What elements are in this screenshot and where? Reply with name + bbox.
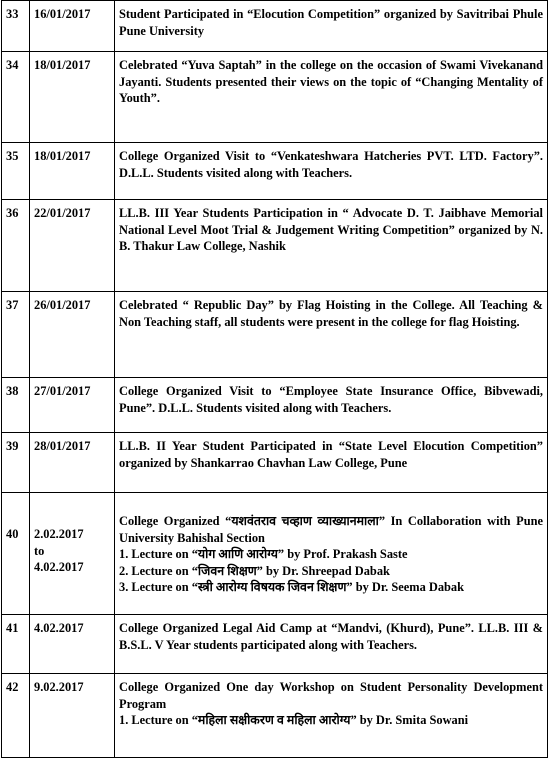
row-number: 33 xyxy=(2,1,30,52)
row-number: 40 xyxy=(2,493,30,615)
row-date: 26/01/2017 xyxy=(30,292,115,378)
table-row xyxy=(2,143,548,200)
row-description: Celebrated “Yuva Saptah” in the college on the occasion of Swami Vivekanand Jayanti. Students presented their views on the topic of “Changing Mentality of Youth”. xyxy=(115,52,548,143)
table-row xyxy=(2,292,548,378)
row-description: College Organized Visit to “Employee State Insurance Office, Bibvewadi, Pune”. D.L.L. Students visited along with Teachers. xyxy=(115,378,548,433)
row-number: 37 xyxy=(2,292,30,378)
row-number: 38 xyxy=(2,378,30,433)
table-row xyxy=(2,1,548,52)
row-date xyxy=(30,493,115,615)
events-table xyxy=(1,0,548,758)
row-date: 9.02.2017 xyxy=(30,674,115,758)
date-to: 4.02.2017 xyxy=(34,560,84,574)
row-description: LL.B. III Year Students Participation in “ Advocate D. T. Jaibhave Memorial National Level Moot Trial & Judgement Writing Competition” organized by N. B. Thakur Law College, Nashik xyxy=(115,200,548,292)
row-description: Celebrated “ Republic Day” by Flag Hoisting in the College. All Teaching & Non Teaching staff, all students were present in the college for flag Hoisting. xyxy=(115,292,548,378)
lecture-item: 1. Lecture on “योग आणि आरोग्य” by Prof. Prakash Saste xyxy=(119,547,408,561)
row-description: LL.B. II Year Student Participated in “State Level Elocution Competition” organized by Shankarrao Chavhan Law College, Pune xyxy=(115,433,548,493)
row-date: 16/01/2017 xyxy=(30,1,115,52)
table-row xyxy=(2,433,548,493)
lecture-item: 1. Lecture on “महिला सक्षीकरण व महिला आरोग्य” by Dr. Smita Sowani xyxy=(119,713,469,727)
row-date: 28/01/2017 xyxy=(30,433,115,493)
row-number: 39 xyxy=(2,433,30,493)
row-date: 18/01/2017 xyxy=(30,143,115,200)
row-date: 27/01/2017 xyxy=(30,378,115,433)
table-row xyxy=(2,615,548,674)
row-description xyxy=(115,493,548,615)
table-row xyxy=(2,493,548,615)
row-description: College Organized Legal Aid Camp at “Mandvi, (Khurd), Pune”. LL.B. III & B.S.L. V Year students participated along with Teachers. xyxy=(115,615,548,674)
row-date: 18/01/2017 xyxy=(30,52,115,143)
row-number: 41 xyxy=(2,615,30,674)
lecture-item: 2. Lecture on “जिवन शिक्षण” by Dr. Shreepad Dabak xyxy=(119,563,390,578)
row-date: 4.02.2017 xyxy=(30,615,115,674)
row-description-text: College Organized One day Workshop on Student Personality Development Program xyxy=(119,680,543,711)
lecture-item: 3. Lecture on “स्त्री आरोग्य विषयक जिवन शिक्षण” by Dr. Seema Dabak xyxy=(119,580,465,594)
date-from: 2.02.2017 xyxy=(34,527,84,541)
table-row xyxy=(2,674,548,758)
table-row xyxy=(2,52,548,143)
row-number: 34 xyxy=(2,52,30,143)
table-row xyxy=(2,200,548,292)
row-description: Student Participated in “Elocution Competition” organized by Savitribai Phule Pune University xyxy=(115,1,548,52)
row-description-text: College Organized “यशवंतराव चव्हाण व्याख्यानमाला” In Collaboration with Pune University Bahishal Section xyxy=(119,514,543,545)
row-number: 42 xyxy=(2,674,30,758)
row-date: 22/01/2017 xyxy=(30,200,115,292)
row-description: College Organized Visit to “Venkateshwara Hatcheries PVT. LTD. Factory”. D.L.L. Students visited along with Teachers. xyxy=(115,143,548,200)
row-number: 35 xyxy=(2,143,30,200)
row-description xyxy=(115,674,548,758)
table-row xyxy=(2,378,548,433)
date-to-word: to xyxy=(34,543,45,558)
row-number: 36 xyxy=(2,200,30,292)
